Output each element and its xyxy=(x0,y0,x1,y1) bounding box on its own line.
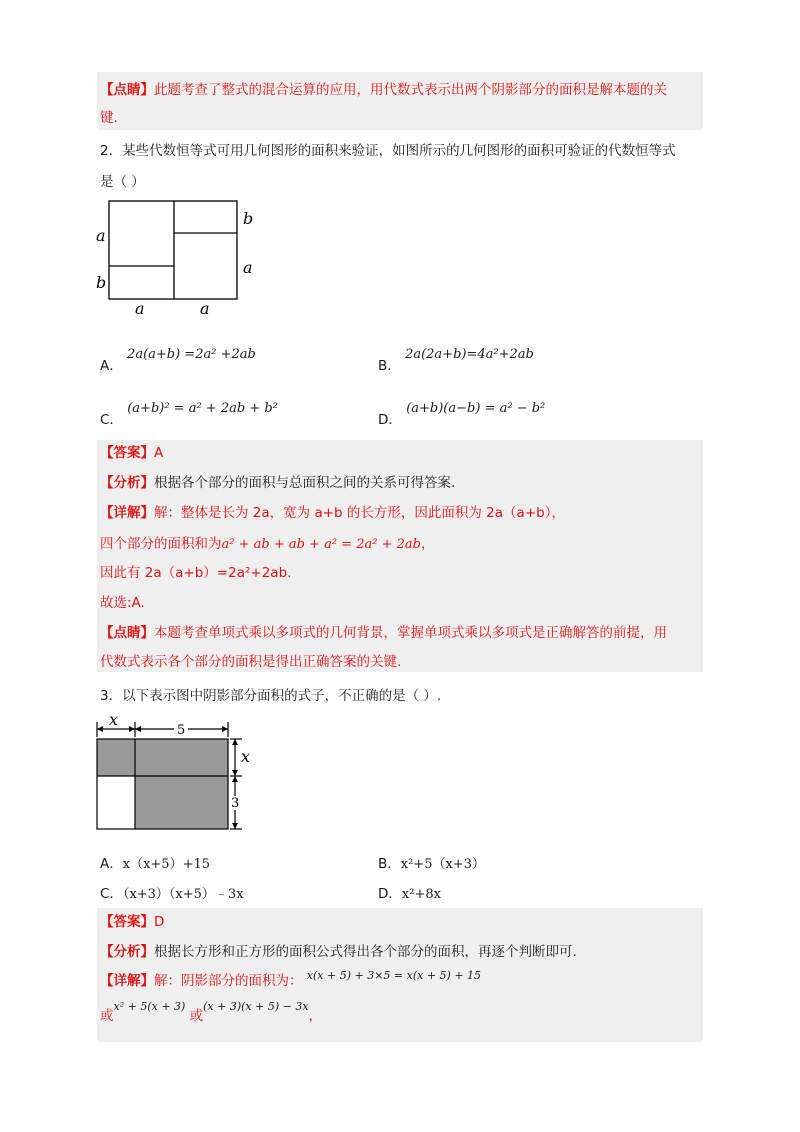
note-tag: 【点睛】 xyxy=(100,82,154,98)
q3-option-d[interactable]: D．x²+8x xyxy=(378,886,441,902)
q3-figure xyxy=(92,710,262,834)
label-x-right: x xyxy=(241,747,251,766)
label-x-top: x xyxy=(109,710,119,729)
q3-analysis: 【分析】根据长方形和正方形的面积公式得出各个部分的面积，再逐个判断即可. xyxy=(100,944,577,960)
option-formula: 2a(a+b) =2a² +2ab xyxy=(127,347,256,362)
q2-stem-line1: 2．某些代数恒等式可用几何图形的面积来验证，如图所示的几何图形的面积可验证的代数恒等式 xyxy=(100,143,676,159)
label-3-right: 3 xyxy=(231,796,240,811)
top-note-line1 xyxy=(100,80,667,100)
label-a-right: a xyxy=(243,258,253,277)
q2-stem-line2: 是（ ） xyxy=(100,174,145,190)
label-a-bottom2: a xyxy=(200,299,210,318)
q2-note-line2: 代数式表示各个部分的面积是得出正确答案的关键. xyxy=(100,654,402,670)
label-a-left: a xyxy=(96,226,106,245)
q3-option-a[interactable]: A．x（x+5）+15 xyxy=(100,856,211,872)
q3-answer: 【答案】D xyxy=(100,914,165,930)
option-formula: 2a(2a+b)=4a²+2ab xyxy=(405,347,534,362)
q3-detail-line1: 【详解】解：阴影部分的面积为： $^{x(x + 5) + 3\times 5 = x(x + 5) + 15}$ xyxy=(100,969,482,989)
q2-option-a[interactable]: A． 2a(a+b) =2a² +2ab xyxy=(100,347,256,374)
q3-option-b[interactable]: B．x²+5（x+3） xyxy=(378,856,485,872)
q3-detail-line2: 或$^{x^2 + 5(x + 3)}$ 或$^{(x + 3)(x + 5) - 3x}$， xyxy=(100,1000,323,1024)
option-formula: (a+b)² = a² + 2ab + b² xyxy=(127,401,278,416)
q2-option-c[interactable]: C． (a+b)² = a² + 2ab + b² xyxy=(100,401,278,428)
label-a-bottom1: a xyxy=(135,299,145,318)
q2-figure xyxy=(90,196,265,320)
q2-detail-line1: 【详解】解：整体是长为 2a，宽为 a+b 的长方形，因此面积为 2a（a+b）， xyxy=(100,505,565,521)
q2-analysis: 【分析】根据各个部分的面积与总面积之间的关系可得答案. xyxy=(100,475,456,491)
label-b-right: b xyxy=(243,209,254,228)
note-text: 此题考查了整式的混合运算的应用，用代数式表示出两个阴影部分的面积是解本题的关 xyxy=(154,82,667,98)
option-formula: (a+b)(a−b) = a² − b² xyxy=(406,401,546,416)
q2-option-d[interactable]: D． (a+b)(a−b) = a² − b² xyxy=(378,401,546,428)
q2-answer: 【答案】A xyxy=(100,445,164,461)
q2-choose: 故选:A. xyxy=(100,595,145,611)
q2-option-b[interactable]: B． 2a(2a+b)=4a²+2ab xyxy=(378,347,534,374)
q2-detail-line2: 四个部分的面积和为a² + ab + ab + a² = 2a² + 2ab， xyxy=(100,536,435,552)
q2-note-line1: 【点睛】本题考查单项式乘以多项式的几何背景，掌握单项式乘以多项式是正确解答的前提，用 xyxy=(100,625,667,641)
q2-detail-line3: 因此有 2a（a+b）=2a²+2ab. xyxy=(100,565,292,581)
label-5-top: 5 xyxy=(177,723,186,738)
q3-option-c[interactable]: C．（x+3）（x+5）﹣3x xyxy=(100,886,244,902)
q3-stem: 3．以下表示图中阴影部分面积的式子，不正确的是（ ）. xyxy=(100,688,442,704)
label-b-left: b xyxy=(96,273,107,292)
top-note-line2: 键. xyxy=(100,110,118,126)
